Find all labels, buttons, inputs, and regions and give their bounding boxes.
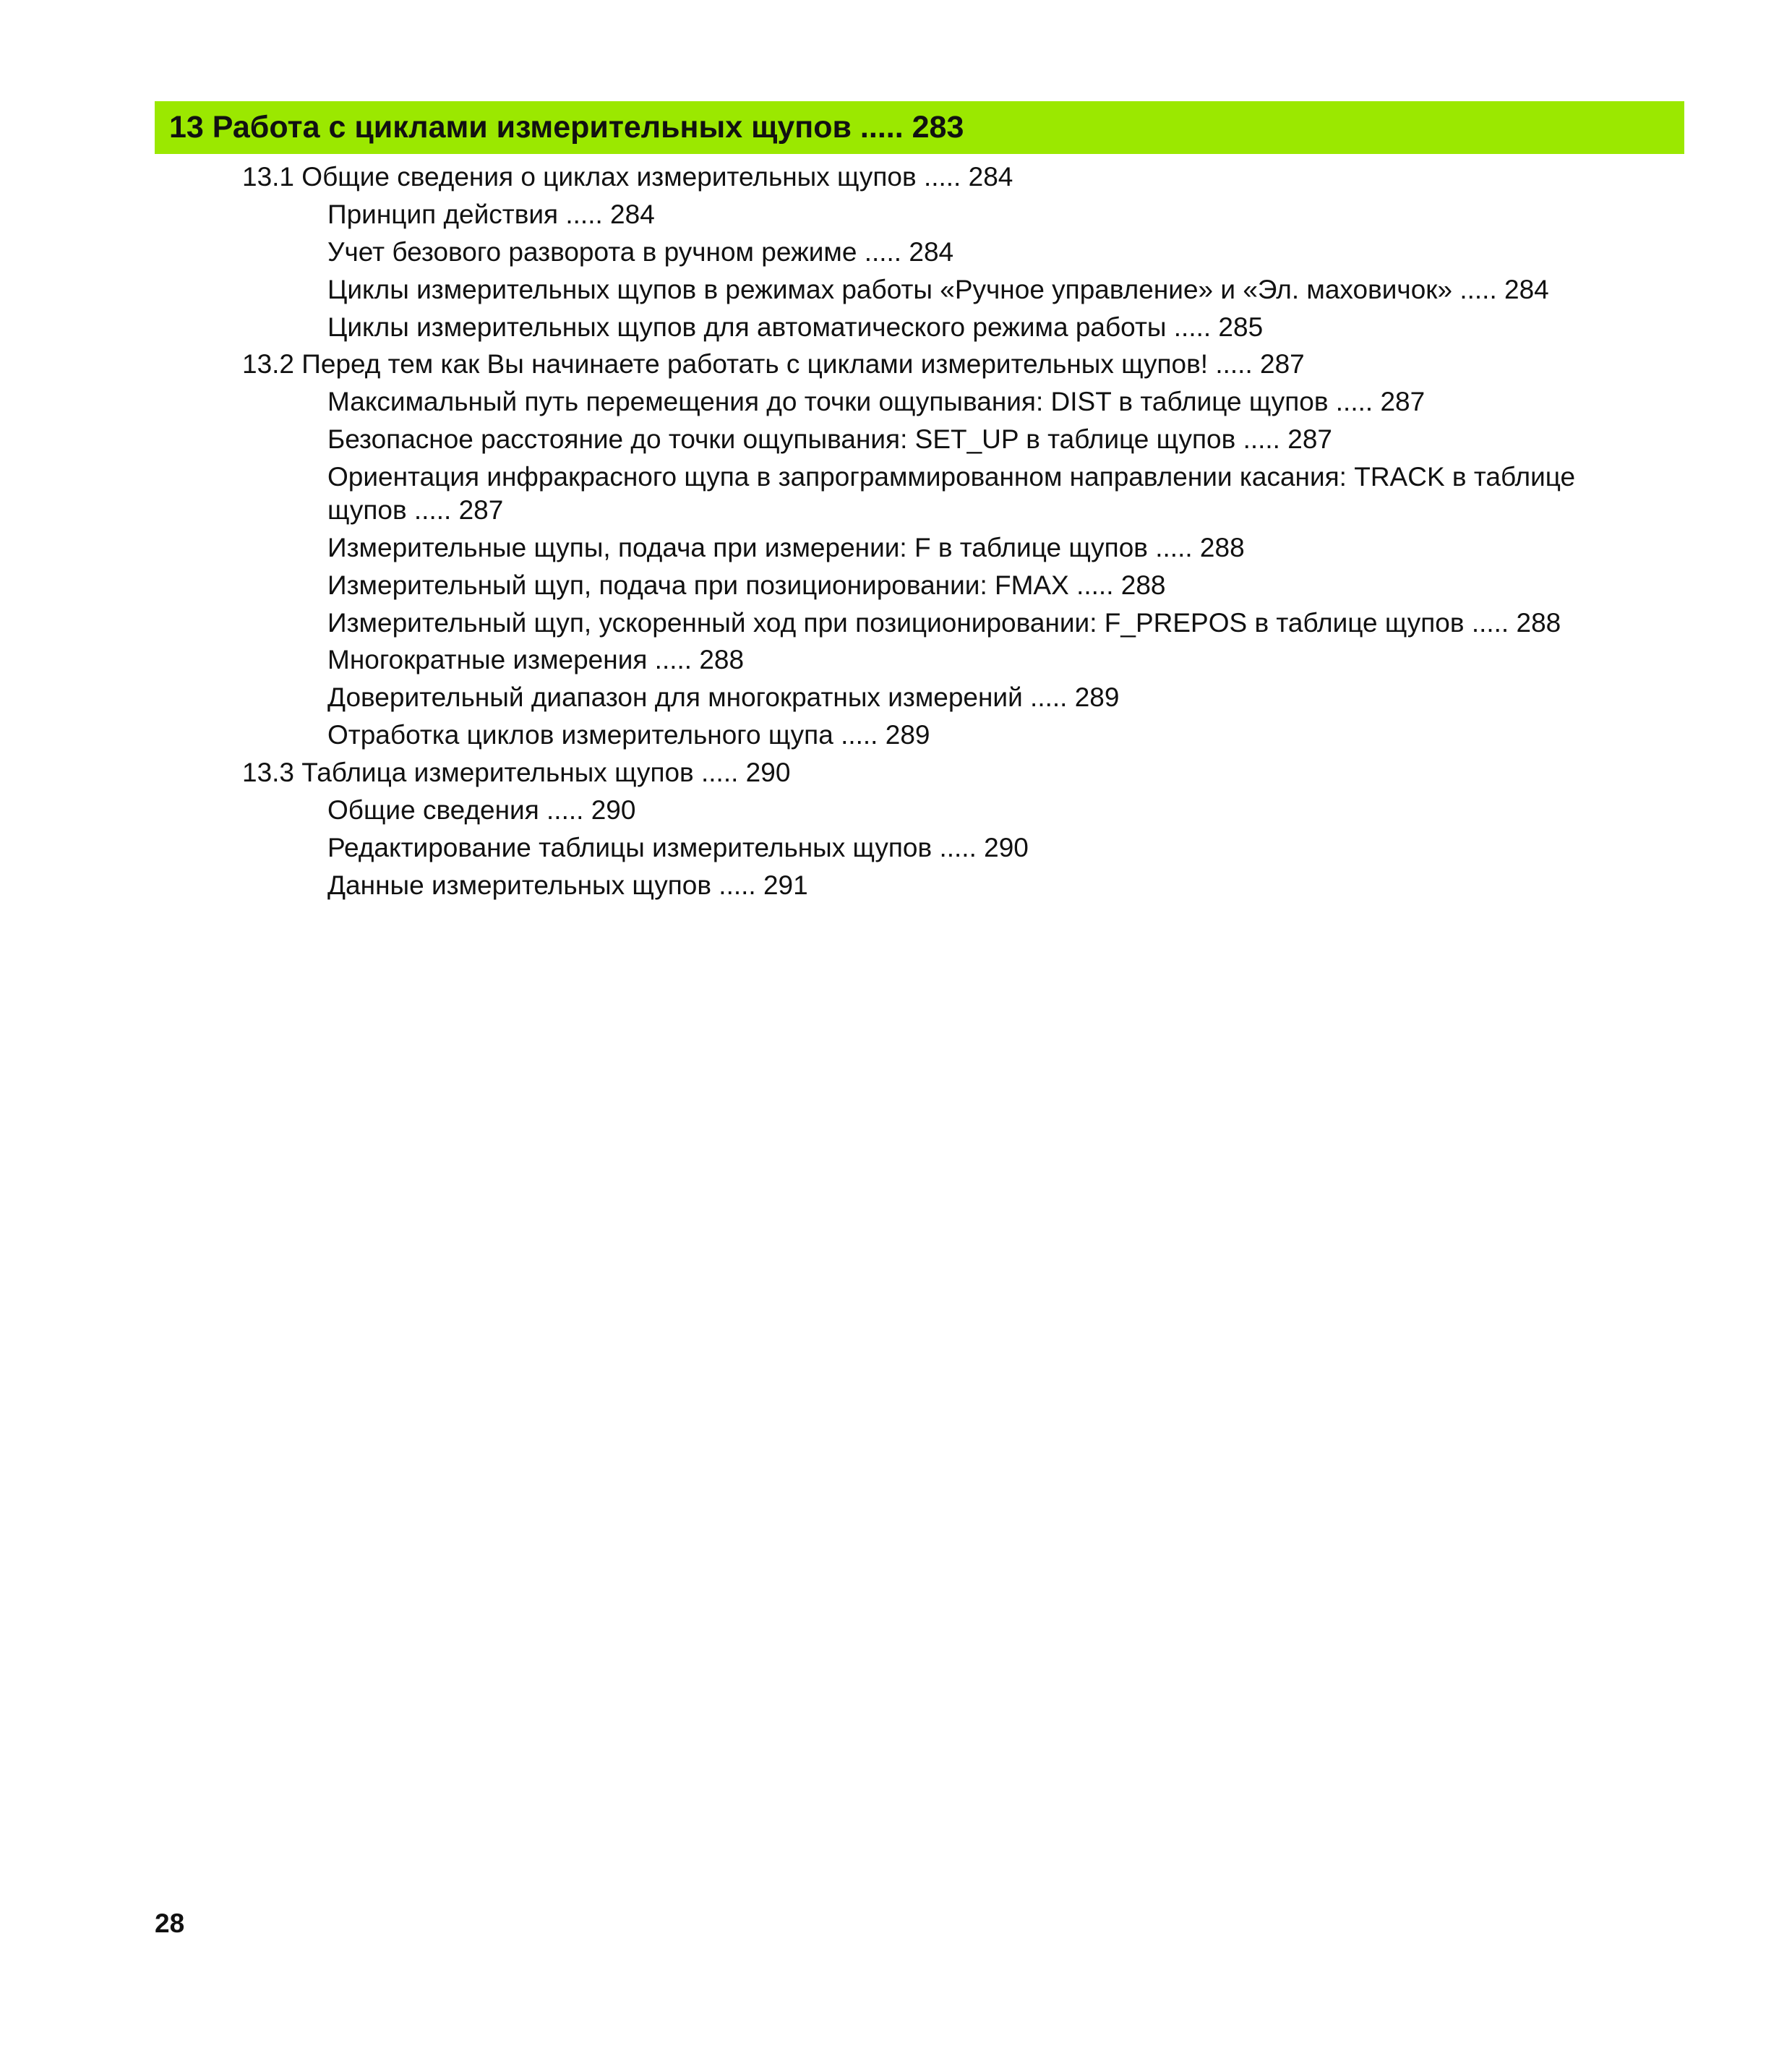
page-number: 28 <box>155 1908 185 1938</box>
toc-entry[interactable]: Измерительный щуп, ускоренный ход при позиционировании: F_PREPOS в таблице щупов ..... 288 <box>327 608 1561 638</box>
toc-entry[interactable]: Редактирование таблицы измерительных щупов ..... 290 <box>327 833 1029 862</box>
toc-entry[interactable]: Принцип действия ..... 284 <box>327 200 655 229</box>
toc-section-13-2[interactable]: 13.2 Перед тем как Вы начинаете работать с циклами измерительных щупов! ..... 287 <box>242 349 1305 379</box>
toc-entry[interactable]: Доверительный диапазон для многократных измерений ..... 289 <box>327 682 1120 712</box>
toc-entry[interactable]: Данные измерительных щупов ..... 291 <box>327 870 808 900</box>
chapter-heading-bar <box>155 101 1684 154</box>
toc-entry[interactable]: Максимальный путь перемещения до точки ощупывания: DIST в таблице щупов ..... 287 <box>327 387 1426 416</box>
toc-entry[interactable]: Отработка циклов измерительного щупа ..... 289 <box>327 720 930 750</box>
toc-entry[interactable]: Безопасное расстояние до точки ощупывания: SET_UP в таблице щупов ..... 287 <box>327 424 1332 454</box>
toc-section-13-1[interactable]: 13.1 Общие сведения о циклах измерительных щупов ..... 284 <box>242 162 1013 192</box>
toc-section-13-3[interactable]: 13.3 Таблица измерительных щупов ..... 290 <box>242 758 791 787</box>
toc-entry[interactable]: Измерительные щупы, подача при измерении: F в таблице щупов ..... 288 <box>327 533 1245 562</box>
toc-entry[interactable]: Циклы измерительных щупов в режимах работы «Ручное управление» и «Эл. маховичок» ..... 284 <box>327 275 1549 304</box>
toc-entry[interactable]: Циклы измерительных щупов для автоматического режима работы ..... 285 <box>327 312 1264 342</box>
toc-entry[interactable]: Общие сведения ..... 290 <box>327 795 636 825</box>
chapter-title[interactable]: 13 Работа с циклами измерительных щупов ..... 283 <box>169 110 964 145</box>
toc-entry[interactable]: Ориентация инфракрасного щупа в запрограммированном направлении касания: TRACK в таблице щупов ..... 287 <box>327 462 1576 525</box>
toc-entry[interactable]: Многократные измерения ..... 288 <box>327 645 745 674</box>
toc-entry[interactable]: Измерительный щуп, подача при позиционировании: FMAX ..... 288 <box>327 570 1166 600</box>
toc-entry[interactable]: Учет безового разворота в ручном режиме ..... 284 <box>327 237 954 267</box>
